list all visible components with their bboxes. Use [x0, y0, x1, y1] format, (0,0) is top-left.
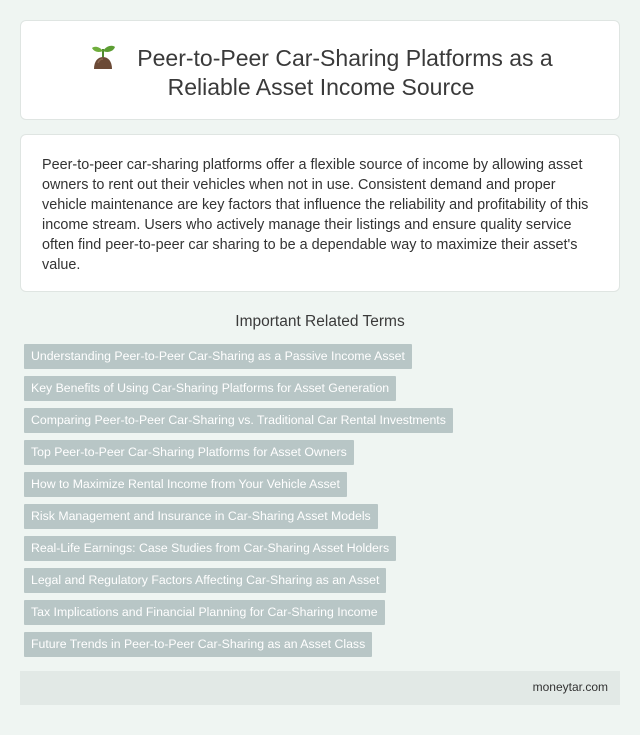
title-card: [20, 20, 620, 120]
related-term-link[interactable]: How to Maximize Rental Income from Your Vehicle Asset: [24, 472, 347, 497]
description-card: [20, 134, 620, 292]
related-terms-heading: Important Related Terms: [235, 313, 405, 330]
related-term-link[interactable]: Risk Management and Insurance in Car-Sharing Asset Models: [24, 504, 378, 529]
related-term-link[interactable]: Comparing Peer-to-Peer Car-Sharing vs. Traditional Car Rental Investments: [24, 408, 453, 433]
footer-site-name: moneytar.com: [532, 680, 608, 694]
title-line-2: Reliable Asset Income Source: [167, 74, 475, 100]
related-term-link[interactable]: Future Trends in Peer-to-Peer Car-Sharing as an Asset Class: [24, 632, 372, 657]
related-term-link[interactable]: Top Peer-to-Peer Car-Sharing Platforms for Asset Owners: [24, 440, 354, 465]
page-title: [21, 43, 621, 102]
related-term-link[interactable]: Tax Implications and Financial Planning for Car-Sharing Income: [24, 600, 385, 625]
related-term-link[interactable]: Legal and Regulatory Factors Affecting Car-Sharing as an Asset: [24, 568, 386, 593]
related-term-link[interactable]: Real-Life Earnings: Case Studies from Car-Sharing Asset Holders: [24, 536, 396, 561]
sprout-icon: [89, 43, 117, 69]
footer: [20, 671, 620, 705]
related-term-link[interactable]: Understanding Peer-to-Peer Car-Sharing as a Passive Income Asset: [24, 344, 412, 369]
title-line-1: Peer-to-Peer Car-Sharing Platforms as a: [137, 45, 553, 71]
description-text: Peer-to-peer car-sharing platforms offer a flexible source of income by allowing asset owners to rent out their vehicles when not in use. Consistent demand and proper vehicle maintenance are key factors that influence the reliability and profitability of this income stream. Users who actively manage their listings and ensure quality service often find peer-to-peer car sharing to be a dependable way to maximize their asset's value.: [42, 157, 589, 273]
related-term-link[interactable]: Key Benefits of Using Car-Sharing Platforms for Asset Generation: [24, 376, 396, 401]
related-terms-list: [24, 344, 620, 664]
